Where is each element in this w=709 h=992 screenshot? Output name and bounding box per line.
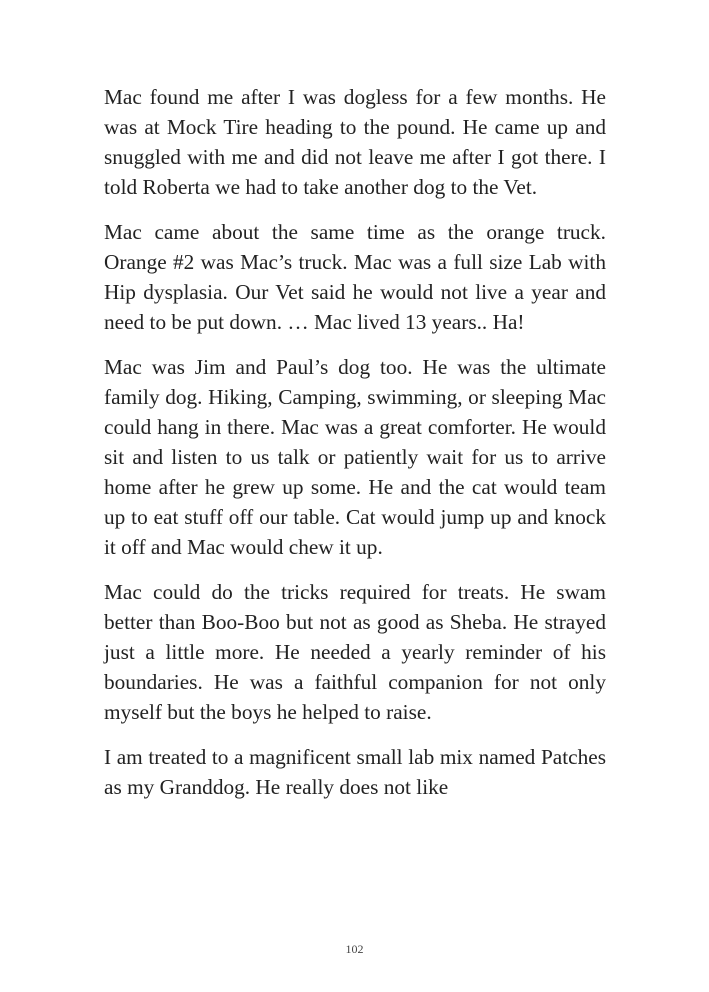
page-number: 102: [345, 942, 364, 956]
paragraph-3: Mac was Jim and Paul’s dog too. He was the ultimate family dog. Hiking, Camping, swimming, or sleeping Mac could hang in there. Mac was a great comforter. He would sit and listen to us talk or patiently wait for us to arrive home after he grew up some. He and the cat would team up to eat stuff off our table. Cat would jump up and knock it off and Mac would chew it up.: [104, 355, 606, 559]
paragraph-2: Mac came about the same time as the orange truck. Orange #2 was Mac’s truck. Mac was a full size Lab with Hip dysplasia. Our Vet said he would not live a year and need to be put down. … Mac lived 13 years.. Ha!: [104, 220, 606, 334]
paragraph-4: Mac could do the tricks required for treats. He swam better than Boo-Boo but not as good as Sheba. He strayed just a little more. He needed a yearly reminder of his boundaries. He was a faithful companion for not only myself but the boys he helped to raise.: [104, 580, 606, 724]
paragraph-1: Mac found me after I was dogless for a few months. He was at Mock Tire heading to the pound. He came up and snuggled with me and did not leave me after I got there. I told Roberta we had to take another dog to the Vet.: [104, 85, 606, 199]
paragraph-5: I am treated to a magnificent small lab mix named Patches as my Granddog. He really does not like: [104, 745, 606, 799]
body-text: [104, 82, 606, 817]
